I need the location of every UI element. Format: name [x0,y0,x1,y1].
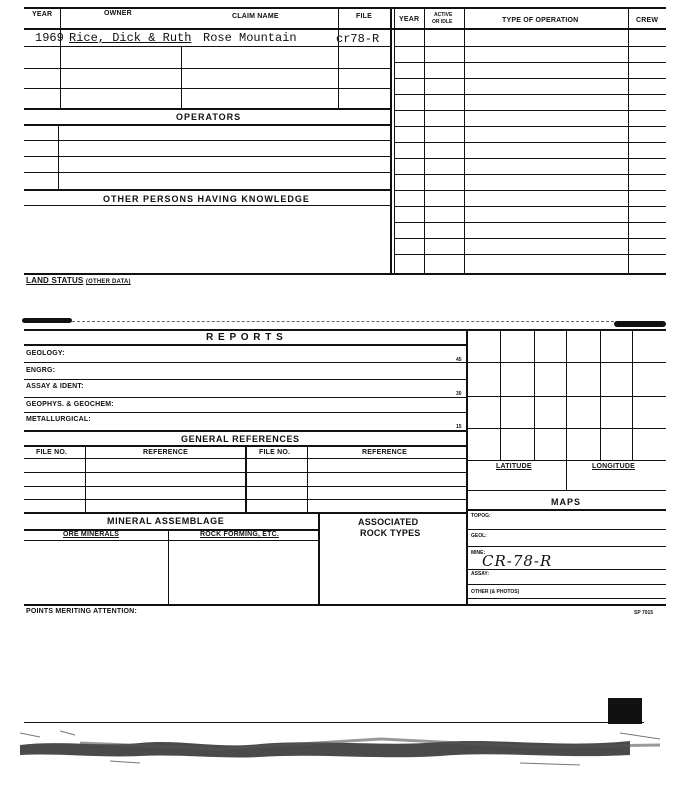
latitude-label: LATITUDE [496,463,532,470]
maps-mine-value: CR-78-R [482,552,553,570]
maps-topog-label: TOPOG: [471,513,491,519]
reports-title: R E P O R T S [206,332,284,343]
header-bottom-rule [24,28,666,30]
maps-geol-label: GEOL: [471,533,487,539]
bottom-rule [24,722,644,723]
points-meriting-label: POINTS MERITING ATTENTION: [26,608,137,615]
operators-label: OPERATORS [176,112,242,122]
entry-year: 1969 [35,31,64,45]
scan-noise-band [20,725,670,770]
ref-reference-header-2: REFERENCE [362,449,407,456]
black-registration-mark [608,698,642,724]
longitude-label: LONGITUDE [592,463,636,470]
maps-assay-label: ASSAY: [471,571,490,577]
or-idle-header: OR IDLE [432,19,453,25]
top-border [24,7,666,9]
rock-forming-header: ROCK FORMING, ETC. [200,531,280,538]
type-of-operation-header: TYPE OF OPERATION [502,17,579,24]
maps-other-label: OTHER (& PHOTOS) [471,589,520,595]
divider-dashed [72,321,614,322]
report-metallurgical-num: 15 [456,424,462,430]
report-geophys-label: GEOPHYS. & GEOCHEM: [26,401,114,408]
entry-claim-name: Rose Mountain [203,31,297,45]
entry-owner: Rice, Dick & Ruth [69,31,192,45]
report-engrg-label: ENGRG: [26,367,56,374]
ore-minerals-header: ORE MINERALS [63,531,120,538]
marker-stroke-right [614,321,666,327]
report-assay-label: ASSAY & IDENT: [26,383,84,390]
claim-name-header: CLAIM NAME [232,13,279,20]
maps-mine-label: MINE: [471,550,486,556]
crew-header: CREW [636,17,659,24]
associated-rock-types-2: ROCK TYPES [360,528,421,538]
active-header: ACTIVE [434,12,453,18]
form-number: SP 7015 [634,610,654,616]
ref-reference-header: REFERENCE [143,449,188,456]
report-geology-num: 45 [456,357,462,363]
other-persons-label: OTHER PERSONS HAVING KNOWLEDGE [103,194,310,204]
general-references-title: GENERAL REFERENCES [181,434,300,444]
ref-file-no-header: FILE NO. [36,449,68,456]
land-status-label: LAND STATUS (OTHER DATA) [26,276,131,285]
year-header-2: YEAR [399,16,420,23]
report-assay-num: 30 [456,391,462,397]
mineral-assemblage-title: MINERAL ASSEMBLAGE [107,516,225,526]
year-header: YEAR [32,11,53,18]
associated-rock-types-1: ASSOCIATED [358,517,419,527]
file-header: FILE [356,13,372,20]
owner-header: OWNER [104,10,132,17]
maps-title: MAPS [551,497,582,507]
ref-file-no-header-2: FILE NO. [259,449,291,456]
report-metallurgical-label: METALLURGICAL: [26,416,91,423]
entry-file: cr78-R [336,32,380,46]
marker-stroke-left [22,318,72,323]
report-geology-label: GEOLOGY: [26,350,65,357]
